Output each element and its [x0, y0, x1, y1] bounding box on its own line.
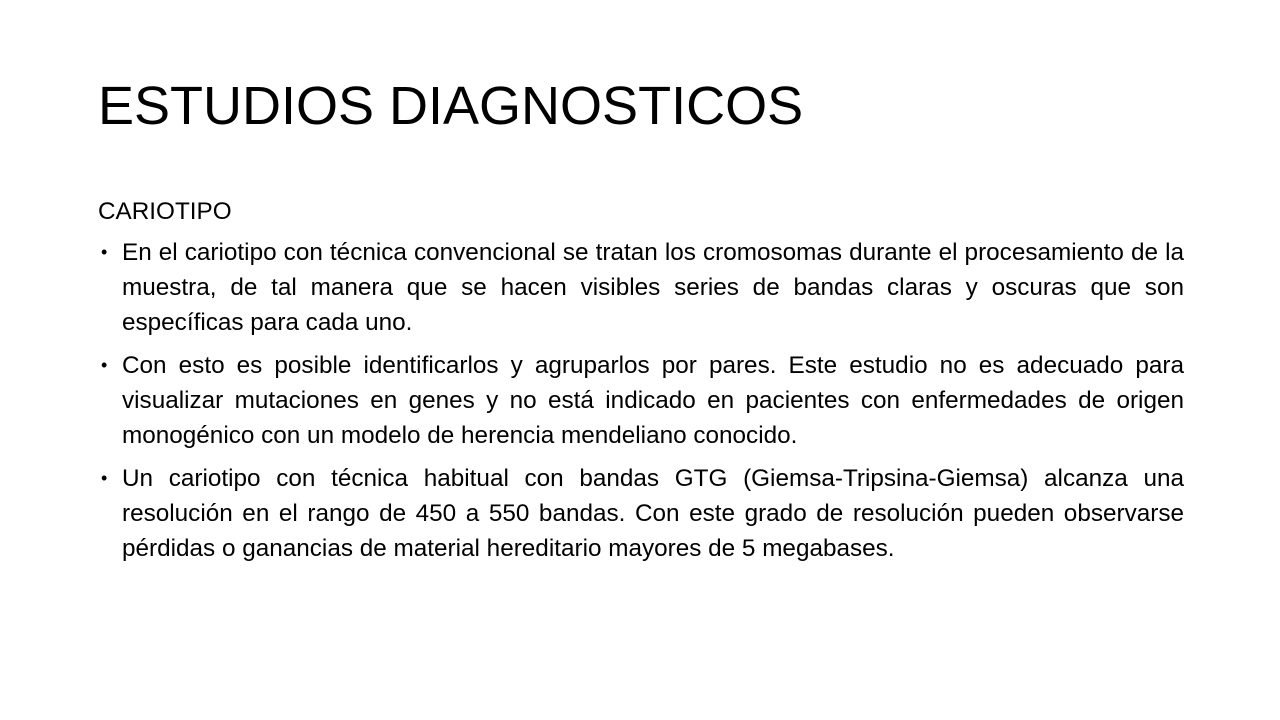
- bullet-item: [98, 461, 1184, 566]
- slide-body: [98, 194, 1184, 574]
- slide-title: ESTUDIOS DIAGNOSTICOS: [98, 76, 804, 136]
- bullet-text: Con esto es posible identificarlos y agruparlos por pares. Este estudio no es adecuado para visualizar mutaciones en genes y no está indicado en pacientes con enfermedades de origen monogénico con un modelo de herencia mendeliano conocido.: [122, 352, 1184, 449]
- bullet-icon: •: [101, 355, 108, 375]
- bullet-icon: •: [101, 242, 108, 262]
- bullet-text: En el cariotipo con técnica convencional se tratan los cromosomas durante el procesamiento de la muestra, de tal manera que se hacen visibles series de bandas claras y oscuras que son específicas para cada uno.: [122, 239, 1184, 336]
- bullet-item: [98, 235, 1184, 340]
- bullet-text: Un cariotipo con técnica habitual con bandas GTG (Giemsa-Tripsina-Giemsa) alcanza una resolución en el rango de 450 a 550 bandas. Con este grado de resolución pueden observarse pérdidas o ganancias de material hereditario mayores de 5 megabases.: [122, 465, 1184, 562]
- bullet-item: [98, 348, 1184, 453]
- bullet-icon: •: [101, 468, 108, 488]
- section-subheading: CARIOTIPO: [98, 198, 232, 225]
- bullet-list: [98, 235, 1184, 566]
